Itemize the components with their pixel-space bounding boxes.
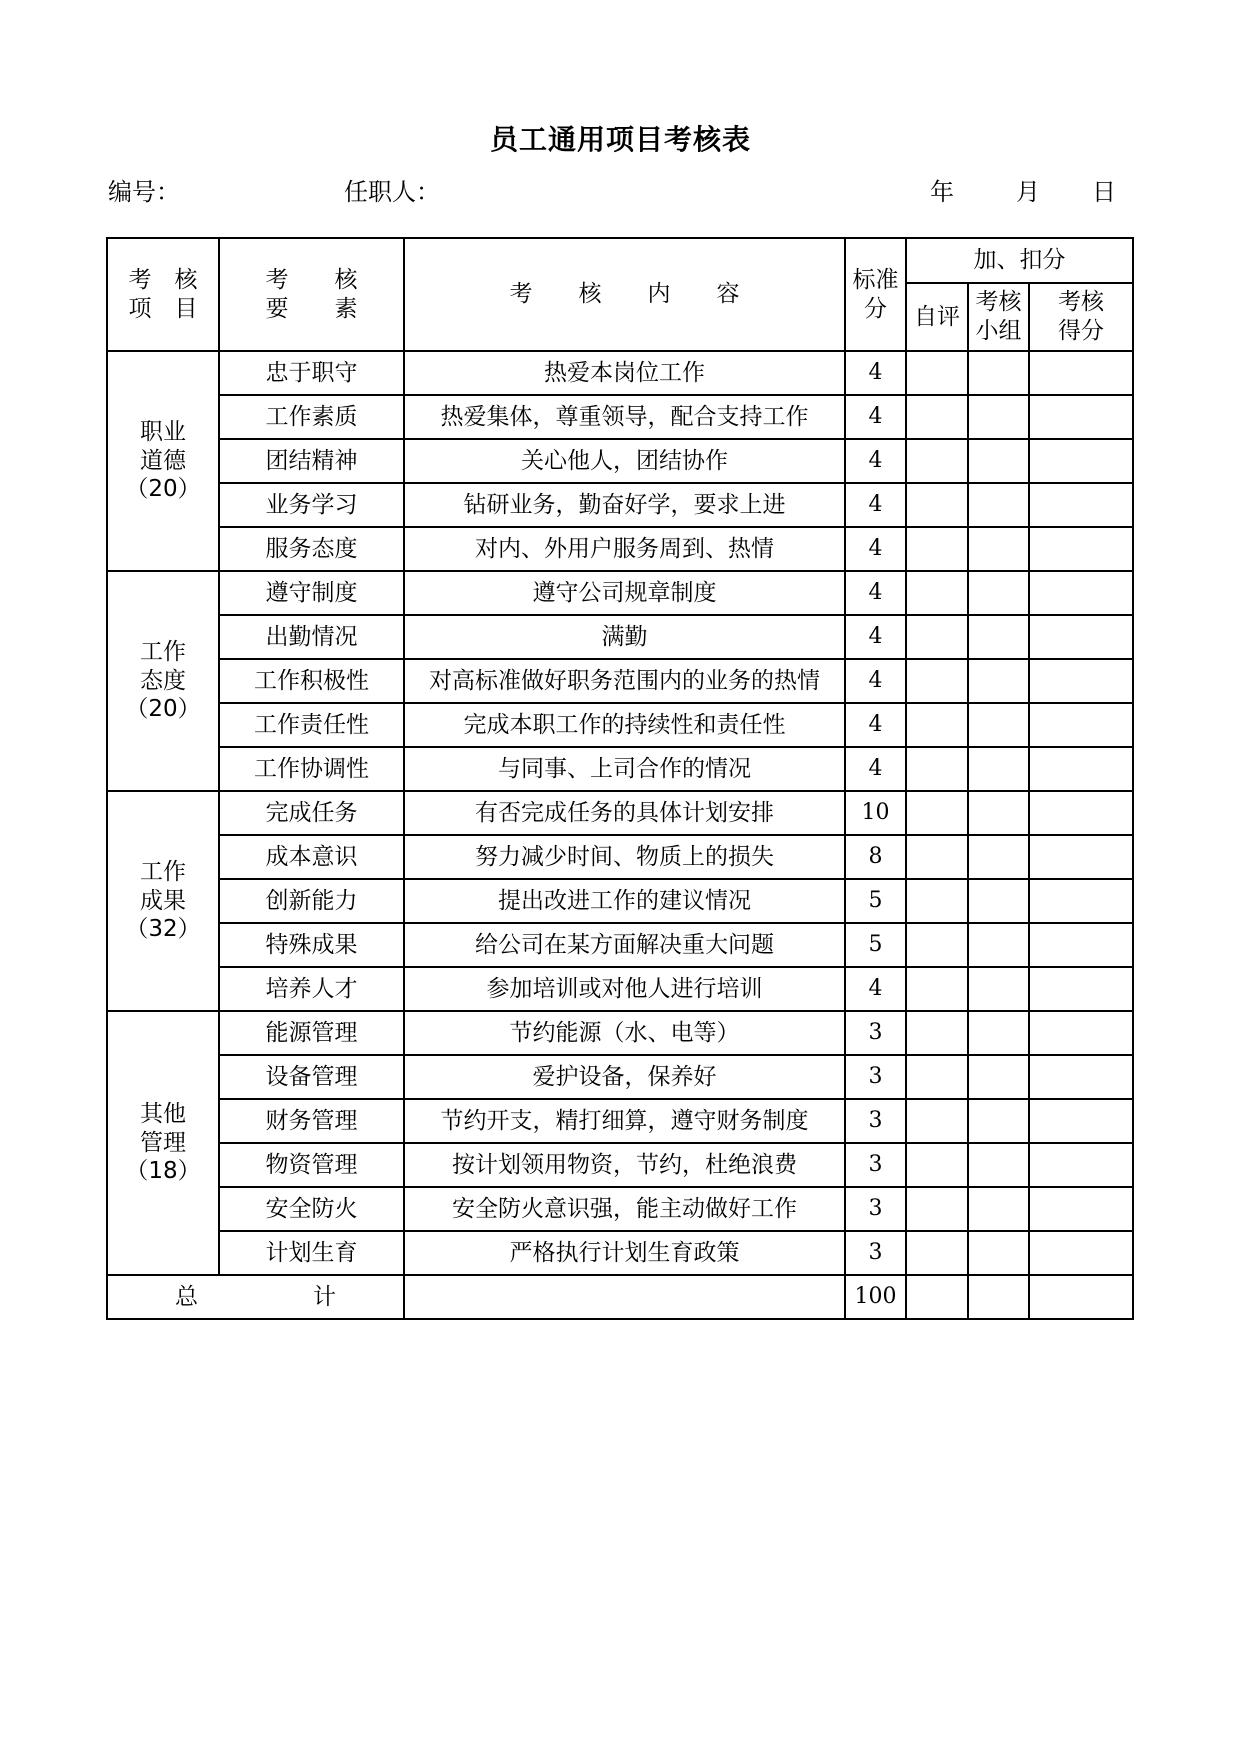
final-score-cell[interactable]	[1029, 351, 1133, 395]
content-cell: 按计划领用物资，节约，杜绝浪费	[404, 1143, 845, 1187]
content-cell: 爱护设备，保养好	[404, 1055, 845, 1099]
total-label: 总 计	[107, 1275, 404, 1319]
final-score-cell[interactable]	[1029, 1231, 1133, 1275]
final-score-cell[interactable]	[1029, 791, 1133, 835]
content-cell: 对内、外用户服务周到、热情	[404, 527, 845, 571]
element-cell: 培养人才	[219, 967, 404, 1011]
table-row	[107, 747, 1133, 791]
total-row	[107, 1275, 1133, 1319]
group-score-cell[interactable]	[968, 615, 1029, 659]
self-score-cell[interactable]	[906, 483, 968, 527]
self-score-cell[interactable]	[906, 835, 968, 879]
group-score-cell[interactable]	[968, 1055, 1029, 1099]
table-row	[107, 967, 1133, 1011]
standard-score-cell: 3	[845, 1011, 906, 1055]
standard-score-cell: 4	[845, 439, 906, 483]
self-score-cell[interactable]	[906, 879, 968, 923]
content-cell: 参加培训或对他人进行培训	[404, 967, 845, 1011]
self-score-cell[interactable]	[906, 747, 968, 791]
element-cell: 团结精神	[219, 439, 404, 483]
standard-score-cell: 4	[845, 659, 906, 703]
group-score-cell[interactable]	[968, 747, 1029, 791]
final-score-cell[interactable]	[1029, 879, 1133, 923]
group-score-cell[interactable]	[968, 703, 1029, 747]
element-cell: 成本意识	[219, 835, 404, 879]
standard-score-cell: 5	[845, 879, 906, 923]
self-score-cell[interactable]	[906, 439, 968, 483]
content-cell: 遵守公司规章制度	[404, 571, 845, 615]
header-adjust: 加、扣分	[906, 238, 1133, 283]
element-cell: 遵守制度	[219, 571, 404, 615]
year-label: 年	[930, 178, 954, 206]
table-row	[107, 351, 1133, 395]
standard-score-cell: 10	[845, 791, 906, 835]
header-self: 自评	[906, 283, 968, 351]
month-label: 月	[1016, 178, 1040, 206]
group-score-cell[interactable]	[968, 1231, 1029, 1275]
total-final-cell[interactable]	[1029, 1275, 1133, 1319]
final-score-cell[interactable]	[1029, 1143, 1133, 1187]
element-cell: 计划生育	[219, 1231, 404, 1275]
final-score-cell[interactable]	[1029, 923, 1133, 967]
table-row	[107, 1055, 1133, 1099]
element-cell: 工作责任性	[219, 703, 404, 747]
content-cell: 关心他人，团结协作	[404, 439, 845, 483]
self-score-cell[interactable]	[906, 571, 968, 615]
standard-score-cell: 3	[845, 1143, 906, 1187]
final-score-cell[interactable]	[1029, 835, 1133, 879]
content-cell: 严格执行计划生育政策	[404, 1231, 845, 1275]
content-cell: 努力减少时间、物质上的损失	[404, 835, 845, 879]
content-cell: 安全防火意识强，能主动做好工作	[404, 1187, 845, 1231]
standard-score-cell: 4	[845, 615, 906, 659]
assessment-table	[106, 237, 1134, 1320]
element-cell: 财务管理	[219, 1099, 404, 1143]
table-row	[107, 1011, 1133, 1055]
final-score-cell[interactable]	[1029, 1187, 1133, 1231]
final-score-cell[interactable]	[1029, 1055, 1133, 1099]
table-row	[107, 439, 1133, 483]
self-score-cell[interactable]	[906, 1011, 968, 1055]
table-row	[107, 527, 1133, 571]
element-cell: 能源管理	[219, 1011, 404, 1055]
element-cell: 工作协调性	[219, 747, 404, 791]
standard-score-cell: 4	[845, 747, 906, 791]
element-cell: 完成任务	[219, 791, 404, 835]
standard-score-cell: 3	[845, 1231, 906, 1275]
final-score-cell[interactable]	[1029, 571, 1133, 615]
table-row	[107, 615, 1133, 659]
final-score-cell[interactable]	[1029, 527, 1133, 571]
group-score-cell[interactable]	[968, 527, 1029, 571]
final-score-cell[interactable]	[1029, 1011, 1133, 1055]
table-row	[107, 659, 1133, 703]
page-title: 员工通用项目考核表	[489, 123, 751, 156]
self-score-cell[interactable]	[906, 967, 968, 1011]
final-score-cell[interactable]	[1029, 615, 1133, 659]
standard-score-cell: 4	[845, 967, 906, 1011]
self-score-cell[interactable]	[906, 703, 968, 747]
person-label: 任职人：	[344, 178, 440, 206]
element-cell: 工作素质	[219, 395, 404, 439]
standard-score-cell: 5	[845, 923, 906, 967]
content-cell: 钻研业务，勤奋好学，要求上进	[404, 483, 845, 527]
header-group: 考核 小组	[968, 283, 1029, 351]
header-standard: 标准 分	[845, 238, 906, 351]
content-cell: 给公司在某方面解决重大问题	[404, 923, 845, 967]
standard-score-cell: 4	[845, 483, 906, 527]
header-element: 考 核 要 素	[219, 238, 404, 351]
standard-score-cell: 3	[845, 1187, 906, 1231]
content-cell: 完成本职工作的持续性和责任性	[404, 703, 845, 747]
element-cell: 出勤情况	[219, 615, 404, 659]
content-cell: 节约能源（水、电等）	[404, 1011, 845, 1055]
header-item: 考 核 项 目	[107, 238, 219, 351]
content-cell: 提出改进工作的建议情况	[404, 879, 845, 923]
element-cell: 设备管理	[219, 1055, 404, 1099]
final-score-cell[interactable]	[1029, 1099, 1133, 1143]
table-row	[107, 571, 1133, 615]
self-score-cell[interactable]	[906, 923, 968, 967]
table-row	[107, 1143, 1133, 1187]
standard-score-cell: 4	[845, 395, 906, 439]
self-score-cell[interactable]	[906, 527, 968, 571]
group-score-cell[interactable]	[968, 967, 1029, 1011]
content-cell: 有否完成任务的具体计划安排	[404, 791, 845, 835]
header-score: 考核 得分	[1029, 283, 1133, 351]
table-row	[107, 1187, 1133, 1231]
group-score-cell[interactable]	[968, 1099, 1029, 1143]
table-row	[107, 703, 1133, 747]
element-cell: 创新能力	[219, 879, 404, 923]
element-cell: 忠于职守	[219, 351, 404, 395]
group-score-cell[interactable]	[968, 1011, 1029, 1055]
number-label: 编号：	[108, 178, 180, 206]
content-cell: 节约开支，精打细算，遵守财务制度	[404, 1099, 845, 1143]
table-row	[107, 835, 1133, 879]
element-cell: 服务态度	[219, 527, 404, 571]
element-cell: 工作积极性	[219, 659, 404, 703]
standard-score-cell: 4	[845, 703, 906, 747]
table-row	[107, 1099, 1133, 1143]
group-score-cell[interactable]	[968, 439, 1029, 483]
total-group-cell[interactable]	[968, 1275, 1029, 1319]
total-content-cell	[404, 1275, 845, 1319]
header-row	[107, 238, 1133, 283]
table-row	[107, 1231, 1133, 1275]
self-score-cell[interactable]	[906, 1055, 968, 1099]
standard-score-cell: 4	[845, 571, 906, 615]
group-score-cell[interactable]	[968, 879, 1029, 923]
group-score-cell[interactable]	[968, 923, 1029, 967]
content-cell: 满勤	[404, 615, 845, 659]
header-content: 考 核 内 容	[404, 238, 845, 351]
group-score-cell[interactable]	[968, 351, 1029, 395]
group-score-cell[interactable]	[968, 571, 1029, 615]
self-score-cell[interactable]	[906, 395, 968, 439]
standard-score-cell: 4	[845, 351, 906, 395]
standard-score-cell: 3	[845, 1099, 906, 1143]
self-score-cell[interactable]	[906, 615, 968, 659]
group-score-cell[interactable]	[968, 659, 1029, 703]
table-row	[107, 483, 1133, 527]
final-score-cell[interactable]	[1029, 659, 1133, 703]
day-label: 日	[1092, 178, 1116, 206]
content-cell: 对高标准做好职务范围内的业务的热情	[404, 659, 845, 703]
element-cell: 物资管理	[219, 1143, 404, 1187]
standard-score-cell: 3	[845, 1055, 906, 1099]
self-score-cell[interactable]	[906, 1143, 968, 1187]
element-cell: 业务学习	[219, 483, 404, 527]
final-score-cell[interactable]	[1029, 703, 1133, 747]
group-score-cell[interactable]	[968, 483, 1029, 527]
category-cell: 工作 态度 （20）	[107, 571, 219, 791]
total-self-cell[interactable]	[906, 1275, 968, 1319]
group-score-cell[interactable]	[968, 1143, 1029, 1187]
content-cell: 与同事、上司合作的情况	[404, 747, 845, 791]
total-score-cell: 100	[845, 1275, 906, 1319]
self-score-cell[interactable]	[906, 791, 968, 835]
element-cell: 特殊成果	[219, 923, 404, 967]
final-score-cell[interactable]	[1029, 395, 1133, 439]
final-score-cell[interactable]	[1029, 439, 1133, 483]
category-cell: 工作 成果 （32）	[107, 791, 219, 1011]
self-score-cell[interactable]	[906, 659, 968, 703]
standard-score-cell: 8	[845, 835, 906, 879]
group-score-cell[interactable]	[968, 1187, 1029, 1231]
self-score-cell[interactable]	[906, 351, 968, 395]
category-cell: 职业 道德 （20）	[107, 351, 219, 571]
final-score-cell[interactable]	[1029, 747, 1133, 791]
content-cell: 热爱集体，尊重领导，配合支持工作	[404, 395, 845, 439]
final-score-cell[interactable]	[1029, 967, 1133, 1011]
self-score-cell[interactable]	[906, 1231, 968, 1275]
table-row	[107, 791, 1133, 835]
self-score-cell[interactable]	[906, 1099, 968, 1143]
group-score-cell[interactable]	[968, 791, 1029, 835]
element-cell: 安全防火	[219, 1187, 404, 1231]
group-score-cell[interactable]	[968, 835, 1029, 879]
category-cell: 其他 管理 （18）	[107, 1011, 219, 1275]
table-row	[107, 923, 1133, 967]
group-score-cell[interactable]	[968, 395, 1029, 439]
standard-score-cell: 4	[845, 527, 906, 571]
final-score-cell[interactable]	[1029, 483, 1133, 527]
self-score-cell[interactable]	[906, 1187, 968, 1231]
table-row	[107, 879, 1133, 923]
table-row	[107, 395, 1133, 439]
content-cell: 热爱本岗位工作	[404, 351, 845, 395]
